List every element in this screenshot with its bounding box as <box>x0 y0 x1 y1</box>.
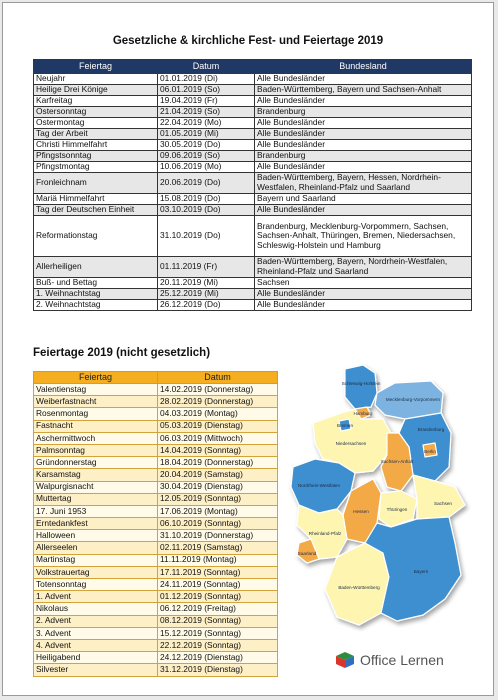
table-row <box>34 151 472 162</box>
cell-datum: 05.03.2019 (Dienstag) <box>158 420 278 432</box>
table-row <box>34 408 278 420</box>
cell-datum: 24.11.2019 (Sonntag) <box>158 579 278 591</box>
cell-feiertag: Weiberfastnacht <box>34 396 158 408</box>
map-label-hh: Hamburg <box>353 411 373 416</box>
germany-map <box>285 363 475 633</box>
table-row <box>34 566 278 578</box>
cell-bundesland: Baden-Württemberg, Bayern, Nordrhein-Westfalen, Rheinland-Pfalz und Saarland <box>255 257 472 278</box>
cell-datum: 24.12.2019 (Dienstag) <box>158 652 278 664</box>
cell-feiertag: Karfreitag <box>34 96 158 107</box>
cell-feiertag: Tag der Arbeit <box>34 129 158 140</box>
column-header-bundesland: Bundesland <box>255 60 472 74</box>
table-row <box>34 542 278 554</box>
table-row <box>34 96 472 107</box>
table-row <box>34 481 278 493</box>
cell-feiertag: Halloween <box>34 530 158 542</box>
table-row <box>34 205 472 216</box>
cell-feiertag: Martinstag <box>34 554 158 566</box>
table-row <box>34 278 472 289</box>
map-label-be: Berlin <box>424 449 436 454</box>
cell-datum: 31.10.2019 (Do) <box>158 216 255 257</box>
map-region-sachsen <box>413 475 465 519</box>
cell-bundesland: Brandenburg <box>255 107 472 118</box>
map-label-mv: Mecklenburg-Vorpommern <box>385 397 441 402</box>
map-label-he: Hessen <box>353 509 369 514</box>
map-label-bb: Brandenburg <box>417 427 445 432</box>
cell-feiertag: Neujahr <box>34 74 158 85</box>
cell-datum: 06.01.2019 (So) <box>158 85 255 96</box>
cell-feiertag: Aschermittwoch <box>34 432 158 444</box>
table-row <box>34 129 472 140</box>
cell-feiertag: Erntedankfest <box>34 518 158 530</box>
table-row <box>34 469 278 481</box>
cell-bundesland: Brandenburg, Mecklenburg-Vorpommern, Sachsen, Sachsen-Anhalt, Thüringen, Bremen, Niedersachsen, Schleswig-Holstein und Hamburg <box>255 216 472 257</box>
map-label-st: Sachsen-Anhalt <box>380 459 414 464</box>
cell-bundesland: Alle Bundesländer <box>255 300 472 311</box>
map-label-by: Bayern <box>413 569 429 574</box>
cell-datum: 09.06.2019 (So) <box>158 151 255 162</box>
cell-datum: 03.10.2019 (Do) <box>158 205 255 216</box>
table-row <box>34 505 278 517</box>
cell-datum: 26.12.2019 (Do) <box>158 300 255 311</box>
cell-bundesland: Alle Bundesländer <box>255 140 472 151</box>
cell-datum: 15.12.2019 (Sonntag) <box>158 627 278 639</box>
cell-feiertag: Reformationstag <box>34 216 158 257</box>
cell-datum: 20.06.2019 (Do) <box>158 173 255 194</box>
table-row <box>34 652 278 664</box>
table-row <box>34 591 278 603</box>
cell-datum: 01.11.2019 (Fr) <box>158 257 255 278</box>
cell-feiertag: 3. Advent <box>34 627 158 639</box>
table-row <box>34 289 472 300</box>
cell-bundesland: Baden-Württemberg, Bayern und Sachsen-Anhalt <box>255 85 472 96</box>
table-row <box>34 107 472 118</box>
cell-feiertag: 2. Weihnachtstag <box>34 300 158 311</box>
legal-holidays-table <box>33 59 472 311</box>
cell-bundesland: Brandenburg <box>255 151 472 162</box>
map-label-hb: Bremen <box>336 423 354 428</box>
cell-datum: 21.04.2019 (So) <box>158 107 255 118</box>
cell-feiertag: Gründonnerstag <box>34 457 158 469</box>
table-row <box>34 518 278 530</box>
map-region-schleswig-holstein <box>345 365 377 409</box>
table-row <box>34 432 278 444</box>
cell-bundesland: Baden-Württemberg, Bayern, Hessen, Nordrhein-Westfalen, Rheinland-Pfalz und Saarland <box>255 173 472 194</box>
table-row <box>34 627 278 639</box>
cell-feiertag: Buß- und Bettag <box>34 278 158 289</box>
cell-datum: 31.12.2019 (Dienstag) <box>158 664 278 676</box>
cell-feiertag: 1. Weihnachtstag <box>34 289 158 300</box>
map-label-sl: Saarland <box>297 551 317 556</box>
column-header-datum: Datum <box>158 60 255 74</box>
cell-feiertag: Heilige Drei Könige <box>34 85 158 96</box>
cell-bundesland: Alle Bundesländer <box>255 205 472 216</box>
table-row <box>34 216 472 257</box>
map-label-rp: Rheinland-Pfalz <box>308 531 342 536</box>
table-row <box>34 257 472 278</box>
cell-feiertag: Heiligabend <box>34 652 158 664</box>
cell-feiertag: Pfingstmontag <box>34 162 158 173</box>
cell-feiertag: Totensonntag <box>34 579 158 591</box>
table-row <box>34 118 472 129</box>
cell-datum: 06.12.2019 (Freitag) <box>158 603 278 615</box>
table-row <box>34 384 278 396</box>
cell-datum: 04.03.2019 (Montag) <box>158 408 278 420</box>
cell-datum: 01.12.2019 (Sonntag) <box>158 591 278 603</box>
other-holidays-table <box>33 371 278 677</box>
cell-feiertag: Silvester <box>34 664 158 676</box>
cell-bundesland: Alle Bundesländer <box>255 96 472 107</box>
map-label-nw: Nordrhein-Westfalen <box>297 483 341 488</box>
cell-feiertag: 1. Advent <box>34 591 158 603</box>
cell-feiertag: Volkstrauertag <box>34 566 158 578</box>
cell-datum: 01.01.2019 (Di) <box>158 74 255 85</box>
cell-datum: 22.12.2019 (Sonntag) <box>158 639 278 651</box>
cell-feiertag: Karsamstag <box>34 469 158 481</box>
cell-datum: 14.04.2019 (Sonntag) <box>158 444 278 456</box>
cell-datum: 30.04.2019 (Dienstag) <box>158 481 278 493</box>
map-label-sh: Schleswig-Holstein <box>341 381 381 386</box>
cell-bundesland: Alle Bundesländer <box>255 162 472 173</box>
table-row <box>34 554 278 566</box>
cell-bundesland: Alle Bundesländer <box>255 129 472 140</box>
table-row <box>34 664 278 676</box>
cell-bundesland: Sachsen <box>255 278 472 289</box>
table-row <box>34 140 472 151</box>
cell-feiertag: Fronleichnam <box>34 173 158 194</box>
cell-feiertag: Nikolaus <box>34 603 158 615</box>
cell-feiertag: Muttertag <box>34 493 158 505</box>
cell-datum: 30.05.2019 (Do) <box>158 140 255 151</box>
cell-datum: 15.08.2019 (Do) <box>158 194 255 205</box>
cell-datum: 10.06.2019 (Mo) <box>158 162 255 173</box>
cell-datum: 14.02.2019 (Donnerstag) <box>158 384 278 396</box>
cube-logo-icon <box>335 651 355 669</box>
cell-feiertag: Allerseelen <box>34 542 158 554</box>
table-row <box>34 74 472 85</box>
column-header-datum: Datum <box>158 372 278 384</box>
cell-feiertag: 17. Juni 1953 <box>34 505 158 517</box>
office-lernen-logo <box>335 651 444 669</box>
table-row <box>34 85 472 96</box>
cell-datum: 01.05.2019 (Mi) <box>158 129 255 140</box>
table-row <box>34 615 278 627</box>
cell-feiertag: Allerheiligen <box>34 257 158 278</box>
cell-feiertag: Ostersonntag <box>34 107 158 118</box>
cell-datum: 28.02.2019 (Donnerstag) <box>158 396 278 408</box>
table-row <box>34 444 278 456</box>
table-row <box>34 639 278 651</box>
cell-datum: 06.10.2019 (Sonntag) <box>158 518 278 530</box>
cell-bundesland: Alle Bundesländer <box>255 118 472 129</box>
cell-datum: 02.11.2019 (Samstag) <box>158 542 278 554</box>
cell-feiertag: Christi Himmelfahrt <box>34 140 158 151</box>
table-row <box>34 300 472 311</box>
cell-feiertag: 4. Advent <box>34 639 158 651</box>
cell-datum: 11.11.2019 (Montag) <box>158 554 278 566</box>
cell-feiertag: Palmsonntag <box>34 444 158 456</box>
table-row <box>34 173 472 194</box>
map-label-bw: Baden-Württemberg <box>338 585 380 590</box>
cell-datum: 06.03.2019 (Mittwoch) <box>158 432 278 444</box>
cell-feiertag: 2. Advent <box>34 615 158 627</box>
cell-datum: 20.11.2019 (Mi) <box>158 278 255 289</box>
cell-datum: 31.10.2019 (Donnerstag) <box>158 530 278 542</box>
document-page <box>2 2 494 696</box>
logo-text: Office Lernen <box>360 652 444 668</box>
legal-holidays-title: Gesetzliche & kirchliche Fest- und Feiertage 2019 <box>112 35 384 47</box>
cell-datum: 25.12.2019 (Mi) <box>158 289 255 300</box>
cell-feiertag: Mariä Himmelfahrt <box>34 194 158 205</box>
map-label-sn: Sachsen <box>434 501 452 506</box>
cell-feiertag: Tag der Deutschen Einheit <box>34 205 158 216</box>
table-row <box>34 530 278 542</box>
cell-datum: 12.05.2019 (Sonntag) <box>158 493 278 505</box>
cell-bundesland: Bayern und Saarland <box>255 194 472 205</box>
map-label-th: Thüringen <box>386 507 408 512</box>
table-row <box>34 457 278 469</box>
cell-feiertag: Walpurgisnacht <box>34 481 158 493</box>
table-row <box>34 493 278 505</box>
cell-datum: 08.12.2019 (Sonntag) <box>158 615 278 627</box>
cell-datum: 17.11.2019 (Sonntag) <box>158 566 278 578</box>
cell-datum: 19.04.2019 (Fr) <box>158 96 255 107</box>
table-row <box>34 194 472 205</box>
cell-datum: 18.04.2019 (Donnerstag) <box>158 457 278 469</box>
cell-feiertag: Pfingstsonntag <box>34 151 158 162</box>
map-label-ni: Niedersachsen <box>335 441 367 446</box>
cell-datum: 20.04.2019 (Samstag) <box>158 469 278 481</box>
cell-bundesland: Alle Bundesländer <box>255 74 472 85</box>
table-row <box>34 603 278 615</box>
cell-feiertag: Ostermontag <box>34 118 158 129</box>
column-header-feiertag: Feiertag <box>34 372 158 384</box>
cell-feiertag: Rosenmontag <box>34 408 158 420</box>
cell-feiertag: Fastnacht <box>34 420 158 432</box>
cell-datum: 17.06.2019 (Montag) <box>158 505 278 517</box>
table-row <box>34 579 278 591</box>
table-row <box>34 420 278 432</box>
cell-feiertag: Valentienstag <box>34 384 158 396</box>
cell-bundesland: Alle Bundesländer <box>255 289 472 300</box>
table-row <box>34 396 278 408</box>
table-row <box>34 162 472 173</box>
column-header-feiertag: Feiertag <box>34 60 158 74</box>
cell-datum: 22.04.2019 (Mo) <box>158 118 255 129</box>
other-holidays-title: Feiertage 2019 (nicht gesetzlich) <box>33 347 211 359</box>
